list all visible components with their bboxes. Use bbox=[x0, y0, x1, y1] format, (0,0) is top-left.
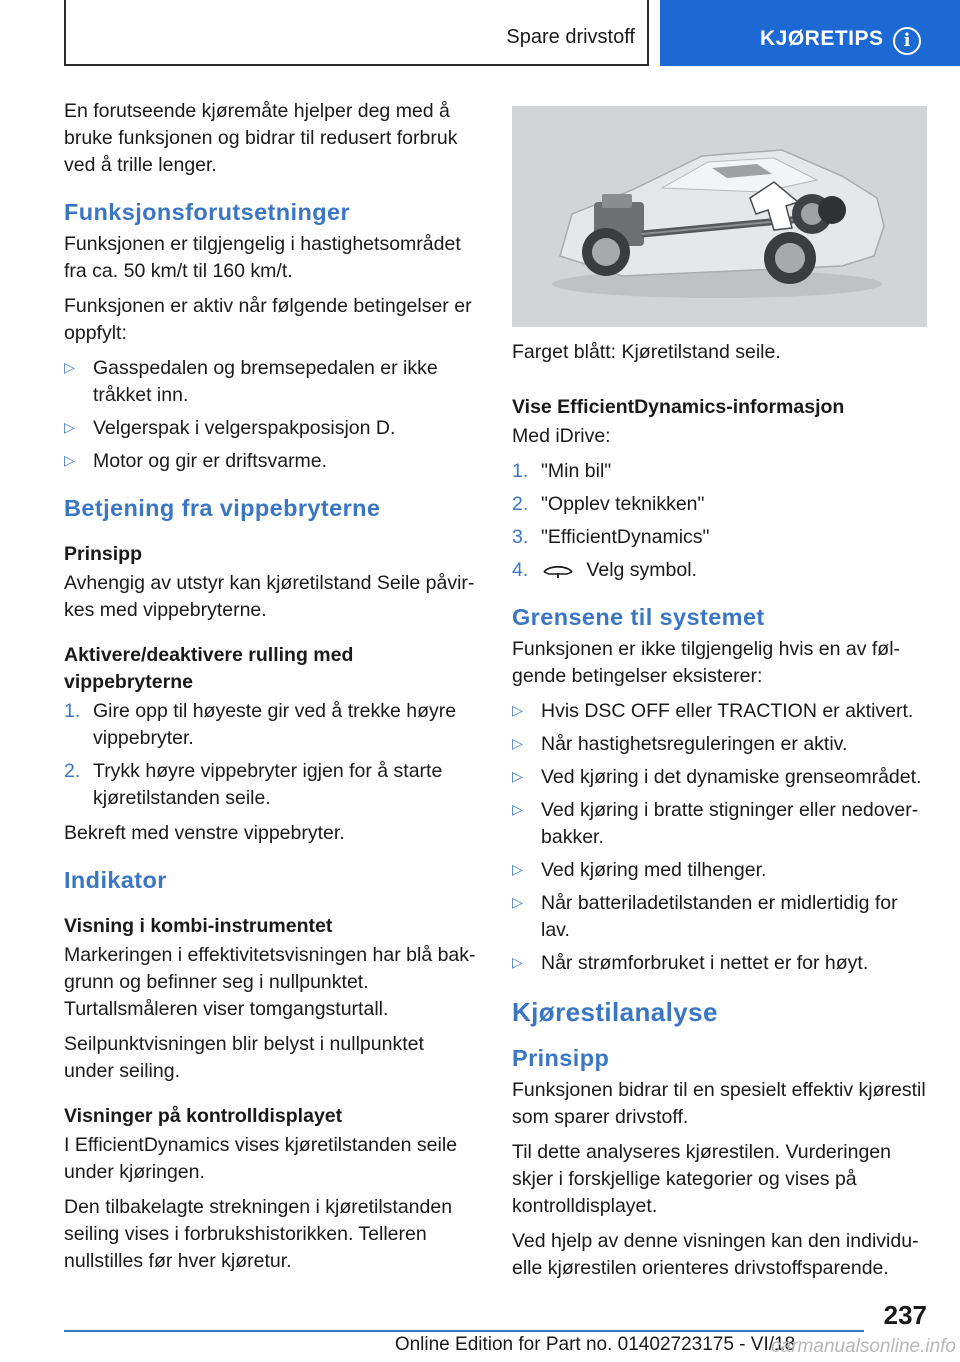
limits-list bbox=[512, 698, 927, 977]
list-item: ▷ Hvis DSC OFF eller TRACTION er aktivert. bbox=[512, 698, 927, 725]
car-icon bbox=[512, 106, 927, 327]
heading-prerequisites: Funksjonsforutsetninger bbox=[64, 199, 350, 225]
list-item: ▷ Velgerspak i velgerspakposisjon D. bbox=[64, 415, 479, 442]
step-number: 2. bbox=[64, 760, 81, 782]
efficient-dynamics-icon bbox=[541, 563, 575, 579]
footer-divider bbox=[64, 1330, 864, 1332]
heading-limits: Grensene til systemet bbox=[512, 604, 765, 630]
subheading-show-info: Vise EfficientDynamics-informasjon bbox=[512, 396, 845, 418]
cluster-paragraph-2: Seilpunktvisningen blir belyst i nullpunktet under seiling. bbox=[64, 1033, 424, 1082]
left-column bbox=[64, 98, 479, 1283]
step-number: 4. bbox=[512, 559, 529, 581]
prereq-paragraph-2: Funksjonen er aktiv når følgende betingelser er oppfylt: bbox=[64, 295, 472, 344]
info-icon[interactable]: i bbox=[893, 27, 921, 55]
confirm-paragraph: Bekreft med venstre vippebryter. bbox=[64, 822, 345, 844]
list-item: ▷ Når hastighetsreguleringen er aktiv. bbox=[512, 731, 927, 758]
step-number: 3. bbox=[512, 526, 529, 548]
car-drivetrain-illustration bbox=[512, 106, 927, 327]
activate-steps bbox=[64, 698, 479, 812]
step-number: 1. bbox=[64, 700, 81, 722]
list-item: ▷ Motor og gir er driftsvarme. bbox=[64, 448, 479, 475]
subheading-activate: Aktivere/deaktivere rulling med vippebryterne bbox=[64, 644, 354, 693]
heading-driving-analysis: Kjørestilanalyse bbox=[512, 997, 718, 1027]
analysis-paragraph-2: Til dette analyseres kjørestilen. Vurderingen skjer i forskjellige kategorier og vises på kontrolldisplayet. bbox=[512, 1141, 891, 1217]
subheading-principle: Prinsipp bbox=[64, 543, 143, 565]
heading-indicator: Indikator bbox=[64, 867, 167, 893]
limits-paragraph: Funksjonen er ikke tilgjengelig hvis en av følgende betingelser eksisterer: bbox=[512, 638, 901, 687]
analysis-paragraph-1: Funksjonen bidrar til en spesielt effektiv kjørestil som sparer drivstoff. bbox=[512, 1079, 926, 1128]
list-item: ▷ Når batteriladetilstanden er midlertidig for lav. bbox=[512, 890, 927, 944]
step-number: 1. bbox=[512, 460, 529, 482]
cluster-paragraph-1: Markeringen i effektivitetsvisningen har blå bakgrunn og befinner seg i nullpunktet. Turtallsmåleren viser tomgangsturtall. bbox=[64, 944, 476, 1020]
heading-operation: Betjening fra vippebryterne bbox=[64, 495, 381, 521]
prereq-paragraph-1: Funksjonen er tilgjengelig i hastighetsområdet fra ca. 50 km/t til 160 km/t. bbox=[64, 233, 461, 282]
subheading-cluster: Visning i kombi-instrumentet bbox=[64, 915, 333, 937]
list-item bbox=[512, 491, 927, 518]
step-text: "Opplev teknikken" bbox=[541, 493, 705, 515]
subheading-display: Visninger på kontrolldisplayet bbox=[64, 1105, 343, 1127]
list-item: ▷ Når strømforbruket i nettet er for høyt. bbox=[512, 950, 927, 977]
step-number: 2. bbox=[512, 493, 529, 515]
idrive-steps bbox=[512, 458, 927, 584]
figure-caption: Farget blått: Kjøretilstand seile. bbox=[512, 341, 781, 363]
heading-principle: Prinsipp bbox=[512, 1045, 610, 1071]
page-number: 237 bbox=[883, 1300, 927, 1330]
idrive-paragraph: Med iDrive: bbox=[512, 425, 611, 447]
step-text: Trykk høyre vippebryter igjen for å starte kjøretilstanden seile. bbox=[93, 760, 443, 809]
display-paragraph-1: I EfficientDynamics vises kjøretilstanden seile under kjøringen. bbox=[64, 1134, 458, 1183]
display-paragraph-2: Den tilbakelagte strekningen i kjøretilstanden seiling vises i forbrukshistorikken. Telleren nullstilles før hver kjøretur. bbox=[64, 1196, 453, 1272]
section-title: Spare drivstoff bbox=[506, 26, 635, 48]
list-item: ▷ Gasspedalen og bremsepedalen er ikke tråkket inn. bbox=[64, 355, 479, 409]
step-text: Gire opp til høyeste gir ved å trekke høyre vippebryter. bbox=[93, 700, 457, 749]
list-item bbox=[512, 557, 927, 584]
list-item bbox=[512, 524, 927, 551]
right-column bbox=[512, 106, 927, 1290]
chapter-title: KJØRETIPS bbox=[760, 27, 884, 50]
analysis-paragraph-3: Ved hjelp av denne visningen kan den individuelle kjørestilen orienteres drivstoffsparende. bbox=[512, 1230, 919, 1279]
list-item: ▷ Ved kjøring med tilhenger. bbox=[512, 857, 927, 884]
step-text: Velg symbol. bbox=[586, 559, 697, 581]
step-text: "Min bil" bbox=[541, 460, 612, 482]
list-item bbox=[512, 458, 927, 485]
step-text: "EfficientDynamics" bbox=[541, 526, 710, 548]
list-item: ▷ Ved kjøring i bratte stigninger eller nedoverbakker. bbox=[512, 797, 927, 851]
edition-note: Online Edition for Part no. 01402723175 - VI/18 bbox=[394, 1334, 796, 1355]
intro-paragraph: En forutseende kjøremåte hjelper deg med å bruke funksjonen og bidrar til redusert forbruk ved å trille lenger. bbox=[64, 100, 458, 176]
list-item: ▷ Ved kjøring i det dynamiske grenseområdet. bbox=[512, 764, 927, 791]
watermark: carmanualsonline.info bbox=[771, 1336, 956, 1357]
list-item bbox=[64, 758, 479, 812]
principle-paragraph: Avhengig av utstyr kan kjøretilstand Seile påvirkes med vippebryterne. bbox=[64, 572, 475, 621]
conditions-list bbox=[64, 355, 479, 475]
list-item bbox=[64, 698, 479, 752]
